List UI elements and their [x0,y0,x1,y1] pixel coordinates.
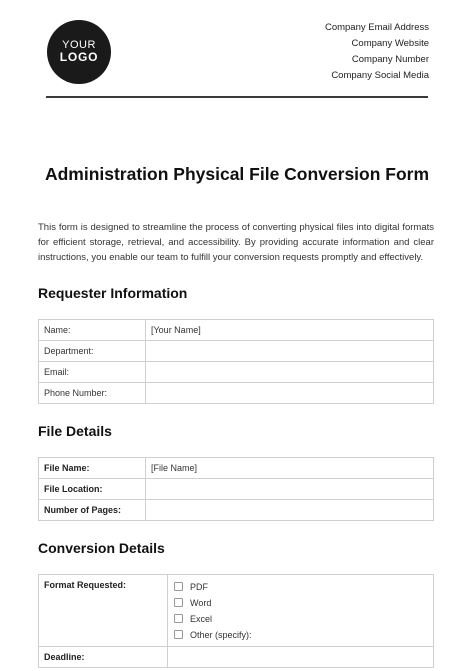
file-name-label: File Name: [39,458,146,479]
file-location-label: File Location: [39,479,146,500]
form-title: Administration Physical File Conversion Form [44,164,430,184]
name-label: Name: [39,320,146,341]
file-name-field[interactable]: [File Name] [146,458,434,479]
company-contact-block [325,20,429,84]
option-word[interactable] [174,595,427,611]
company-email: Company Email Address [324,22,429,33]
number-of-pages-label: Number of Pages: [39,500,146,521]
company-website: Company Website [351,38,429,49]
other-option-label: Other (specify): [190,629,252,640]
name-field[interactable]: [Your Name] [146,320,434,341]
table-row [39,383,434,404]
excel-checkbox[interactable] [174,614,183,623]
table-row [39,320,434,341]
company-social: Company Social Media [331,70,429,81]
table-row [39,458,434,479]
email-field[interactable] [146,362,434,383]
phone-field[interactable] [146,383,434,404]
phone-label: Phone Number: [39,383,146,404]
company-logo [47,20,111,84]
intro-paragraph: This form is designed to streamline the process of converting physical files into digital formats for efficient storage, retrieval, and accessibility. By providing accurate information and clear instructions, you enable our team to fulfill your conversion requests promptly and effectively. [38,222,434,263]
conversion-heading: Conversion Details [38,540,165,556]
option-other[interactable] [174,627,427,643]
format-options-cell [168,575,434,647]
pdf-option-label: PDF [190,581,208,592]
header-divider [46,96,428,98]
table-row [39,647,434,668]
requester-table [38,319,434,404]
format-requested-label: Format Requested: [39,575,168,647]
file-location-field[interactable] [146,479,434,500]
table-row [39,500,434,521]
excel-option-label: Excel [190,613,213,624]
table-row [39,362,434,383]
deadline-label: Deadline: [39,647,168,668]
pdf-checkbox[interactable] [174,582,183,591]
company-number: Company Number [351,54,429,65]
email-label: Email: [39,362,146,383]
logo-line-2: LOGO [59,50,99,65]
deadline-field[interactable] [168,647,434,668]
department-field[interactable] [146,341,434,362]
conversion-table [38,574,434,668]
option-excel[interactable] [174,611,427,627]
logo-line-1: YOUR [62,38,96,51]
word-checkbox[interactable] [174,598,183,607]
number-of-pages-field[interactable] [146,500,434,521]
requester-heading: Requester Information [38,285,188,301]
table-row [39,341,434,362]
other-checkbox[interactable] [174,630,183,639]
option-pdf[interactable] [174,579,427,595]
word-option-label: Word [190,597,212,608]
table-row [39,479,434,500]
file-details-table [38,457,434,521]
department-label: Department: [39,341,146,362]
table-row [39,575,434,647]
file-details-heading: File Details [38,423,112,439]
